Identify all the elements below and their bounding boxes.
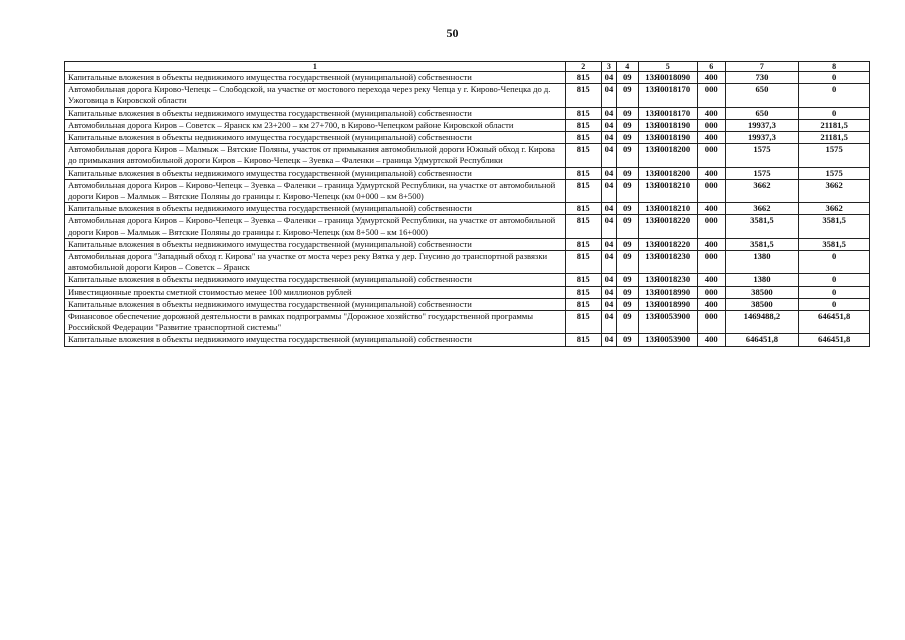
row-name-cell: Капитальные вложения в объекты недвижимого имущества государственной (муниципальной) собственности	[65, 132, 566, 144]
expense-type-cell: 400	[697, 107, 725, 119]
amount-year1-cell: 3581,5	[725, 238, 799, 250]
ministry-code-cell: 815	[565, 215, 601, 238]
amount-year2-cell: 3662	[799, 179, 870, 202]
section-code-cell: 04	[601, 251, 616, 274]
target-article-cell: 13Я0018990	[638, 298, 697, 310]
subsection-code-cell: 09	[617, 179, 639, 202]
expense-type-cell: 400	[697, 274, 725, 286]
table-header-row	[65, 62, 870, 72]
ministry-code-cell: 815	[565, 179, 601, 202]
table-row	[65, 84, 870, 107]
amount-year2-cell: 3581,5	[799, 238, 870, 250]
table-row	[65, 144, 870, 167]
row-name-cell: Автомобильная дорога Кирово-Чепецк – Слободской, на участке от мостового перехода через реку Чепца у г. Кирово-Чепецка до д. Ужоговица в Кировской области	[65, 84, 566, 107]
amount-year1-cell: 646451,8	[725, 334, 799, 346]
amount-year1-cell: 3662	[725, 179, 799, 202]
column-header: 7	[725, 62, 799, 72]
page-number: 50	[446, 26, 459, 40]
ministry-code-cell: 815	[565, 251, 601, 274]
column-header: 3	[601, 62, 616, 72]
expense-type-cell: 000	[697, 215, 725, 238]
subsection-code-cell: 09	[617, 203, 639, 215]
row-name-cell: Автомобильная дорога "Западный обход г. Кирова" на участке от моста через реку Вятка у дер. Гнусино до транспортной развязки автомобильной дороги Киров – Советск – Яранск	[65, 251, 566, 274]
ministry-code-cell: 815	[565, 274, 601, 286]
amount-year2-cell: 3662	[799, 203, 870, 215]
row-name-cell: Автомобильная дорога Киров – Кирово-Чепецк – Зуевка – Фаленки – граница Удмуртской Республики, на участке от автомобильной дороги Киров – Малмыж – Вятские Поляны до границы г. Кирово-Чепецк (км 0+000 – км 8+500)	[65, 179, 566, 202]
subsection-code-cell: 09	[617, 215, 639, 238]
subsection-code-cell: 09	[617, 119, 639, 131]
target-article-cell: 13Я0018170	[638, 107, 697, 119]
table-row	[65, 132, 870, 144]
ministry-code-cell: 815	[565, 298, 601, 310]
amount-year2-cell: 0	[799, 84, 870, 107]
subsection-code-cell: 09	[617, 298, 639, 310]
amount-year1-cell: 650	[725, 107, 799, 119]
section-code-cell: 04	[601, 107, 616, 119]
expense-type-cell: 000	[697, 119, 725, 131]
expense-type-cell: 400	[697, 132, 725, 144]
target-article-cell: 13Я0018200	[638, 144, 697, 167]
amount-year1-cell: 1575	[725, 144, 799, 167]
row-name-cell: Капитальные вложения в объекты недвижимого имущества государственной (муниципальной) собственности	[65, 238, 566, 250]
table-row	[65, 238, 870, 250]
expense-type-cell: 000	[697, 179, 725, 202]
table-row	[65, 203, 870, 215]
subsection-code-cell: 09	[617, 311, 639, 334]
ministry-code-cell: 815	[565, 311, 601, 334]
amount-year2-cell: 0	[799, 286, 870, 298]
subsection-code-cell: 09	[617, 238, 639, 250]
subsection-code-cell: 09	[617, 107, 639, 119]
table-row	[65, 286, 870, 298]
row-name-cell: Капитальные вложения в объекты недвижимого имущества государственной (муниципальной) собственности	[65, 298, 566, 310]
target-article-cell: 13Я0018170	[638, 84, 697, 107]
ministry-code-cell: 815	[565, 119, 601, 131]
section-code-cell: 04	[601, 132, 616, 144]
expense-type-cell: 000	[697, 84, 725, 107]
target-article-cell: 13Я0053900	[638, 311, 697, 334]
amount-year1-cell: 1575	[725, 167, 799, 179]
subsection-code-cell: 09	[617, 72, 639, 84]
amount-year2-cell: 21181,5	[799, 132, 870, 144]
row-name-cell: Автомобильная дорога Киров – Малмыж – Вятские Поляны, участок от примыкания автомобильной дороги Южный обход г. Кирова до примыкания автомобильной дороги Киров – Кирово-Чепецк – Зуевка – Фаленки – граница Удмуртской Республики	[65, 144, 566, 167]
expense-type-cell: 400	[697, 72, 725, 84]
expense-type-cell: 400	[697, 203, 725, 215]
expense-type-cell: 400	[697, 334, 725, 346]
section-code-cell: 04	[601, 179, 616, 202]
target-article-cell: 13Я0018230	[638, 251, 697, 274]
table-row	[65, 72, 870, 84]
target-article-cell: 13Я0018200	[638, 167, 697, 179]
amount-year2-cell: 646451,8	[799, 334, 870, 346]
subsection-code-cell: 09	[617, 334, 639, 346]
amount-year2-cell: 1575	[799, 167, 870, 179]
amount-year2-cell: 3581,5	[799, 215, 870, 238]
column-header: 2	[565, 62, 601, 72]
amount-year2-cell: 0	[799, 72, 870, 84]
amount-year1-cell: 19937,3	[725, 119, 799, 131]
ministry-code-cell: 815	[565, 167, 601, 179]
target-article-cell: 13Я0018210	[638, 203, 697, 215]
row-name-cell: Капитальные вложения в объекты недвижимого имущества государственной (муниципальной) собственности	[65, 274, 566, 286]
table-row	[65, 107, 870, 119]
expense-type-cell: 400	[697, 238, 725, 250]
ministry-code-cell: 815	[565, 107, 601, 119]
target-article-cell: 13Я0018230	[638, 274, 697, 286]
table-row	[65, 251, 870, 274]
amount-year1-cell: 1469488,2	[725, 311, 799, 334]
column-header: 1	[65, 62, 566, 72]
table-row	[65, 311, 870, 334]
section-code-cell: 04	[601, 215, 616, 238]
subsection-code-cell: 09	[617, 132, 639, 144]
ministry-code-cell: 815	[565, 84, 601, 107]
amount-year1-cell: 38500	[725, 286, 799, 298]
ministry-code-cell: 815	[565, 72, 601, 84]
budget-table	[64, 61, 870, 347]
section-code-cell: 04	[601, 144, 616, 167]
section-code-cell: 04	[601, 72, 616, 84]
target-article-cell: 13Я0018220	[638, 215, 697, 238]
row-name-cell: Капитальные вложения в объекты недвижимого имущества государственной (муниципальной) собственности	[65, 72, 566, 84]
expense-type-cell: 000	[697, 251, 725, 274]
target-article-cell: 13Я0018990	[638, 286, 697, 298]
amount-year2-cell: 21181,5	[799, 119, 870, 131]
amount-year2-cell: 646451,8	[799, 311, 870, 334]
ministry-code-cell: 815	[565, 238, 601, 250]
subsection-code-cell: 09	[617, 274, 639, 286]
section-code-cell: 04	[601, 286, 616, 298]
row-name-cell: Капитальные вложения в объекты недвижимого имущества государственной (муниципальной) собственности	[65, 107, 566, 119]
amount-year1-cell: 1380	[725, 274, 799, 286]
section-code-cell: 04	[601, 203, 616, 215]
expense-type-cell: 000	[697, 286, 725, 298]
row-name-cell: Финансовое обеспечение дорожной деятельности в рамках подпрограммы "Дорожное хозяйство" государственной программы Российской Федерации "Развитие транспортной системы"	[65, 311, 566, 334]
target-article-cell: 13Я0018210	[638, 179, 697, 202]
subsection-code-cell: 09	[617, 84, 639, 107]
subsection-code-cell: 09	[617, 251, 639, 274]
table-row	[65, 274, 870, 286]
amount-year1-cell: 730	[725, 72, 799, 84]
table-row	[65, 334, 870, 346]
expense-type-cell: 000	[697, 144, 725, 167]
row-name-cell: Капитальные вложения в объекты недвижимого имущества государственной (муниципальной) собственности	[65, 167, 566, 179]
section-code-cell: 04	[601, 274, 616, 286]
table-row	[65, 119, 870, 131]
table-row	[65, 167, 870, 179]
expense-type-cell: 000	[697, 311, 725, 334]
subsection-code-cell: 09	[617, 144, 639, 167]
ministry-code-cell: 815	[565, 334, 601, 346]
amount-year2-cell: 0	[799, 298, 870, 310]
amount-year1-cell: 3662	[725, 203, 799, 215]
expense-type-cell: 400	[697, 167, 725, 179]
table-row	[65, 298, 870, 310]
ministry-code-cell: 815	[565, 286, 601, 298]
section-code-cell: 04	[601, 334, 616, 346]
column-header: 4	[617, 62, 639, 72]
section-code-cell: 04	[601, 238, 616, 250]
amount-year1-cell: 1380	[725, 251, 799, 274]
ministry-code-cell: 815	[565, 144, 601, 167]
row-name-cell: Автомобильная дорога Киров – Советск – Яранск км 23+200 – км 27+700, в Кирово-Чепецком районе Кировской области	[65, 119, 566, 131]
amount-year2-cell: 0	[799, 274, 870, 286]
target-article-cell: 13Я0018220	[638, 238, 697, 250]
target-article-cell: 13Я0053900	[638, 334, 697, 346]
amount-year2-cell: 0	[799, 251, 870, 274]
column-header: 8	[799, 62, 870, 72]
amount-year1-cell: 650	[725, 84, 799, 107]
row-name-cell: Капитальные вложения в объекты недвижимого имущества государственной (муниципальной) собственности	[65, 334, 566, 346]
ministry-code-cell: 815	[565, 203, 601, 215]
target-article-cell: 13Я0018090	[638, 72, 697, 84]
section-code-cell: 04	[601, 119, 616, 131]
table-row	[65, 179, 870, 202]
target-article-cell: 13Я0018190	[638, 132, 697, 144]
column-header: 6	[697, 62, 725, 72]
amount-year2-cell: 1575	[799, 144, 870, 167]
section-code-cell: 04	[601, 298, 616, 310]
amount-year2-cell: 0	[799, 107, 870, 119]
section-code-cell: 04	[601, 167, 616, 179]
subsection-code-cell: 09	[617, 167, 639, 179]
amount-year1-cell: 19937,3	[725, 132, 799, 144]
row-name-cell: Автомобильная дорога Киров – Кирово-Чепецк – Зуевка – Фаленки – граница Удмуртской Республики, на участке от автомобильной дороги Киров – Малмыж – Вятские Поляны до границы г. Кирово-Чепецк (км 8+500 – км 16+000)	[65, 215, 566, 238]
column-header: 5	[638, 62, 697, 72]
amount-year1-cell: 38500	[725, 298, 799, 310]
target-article-cell: 13Я0018190	[638, 119, 697, 131]
ministry-code-cell: 815	[565, 132, 601, 144]
table-row	[65, 215, 870, 238]
amount-year1-cell: 3581,5	[725, 215, 799, 238]
expense-type-cell: 400	[697, 298, 725, 310]
subsection-code-cell: 09	[617, 286, 639, 298]
section-code-cell: 04	[601, 311, 616, 334]
row-name-cell: Капитальные вложения в объекты недвижимого имущества государственной (муниципальной) собственности	[65, 203, 566, 215]
section-code-cell: 04	[601, 84, 616, 107]
row-name-cell: Инвестиционные проекты сметной стоимостью менее 100 миллионов рублей	[65, 286, 566, 298]
